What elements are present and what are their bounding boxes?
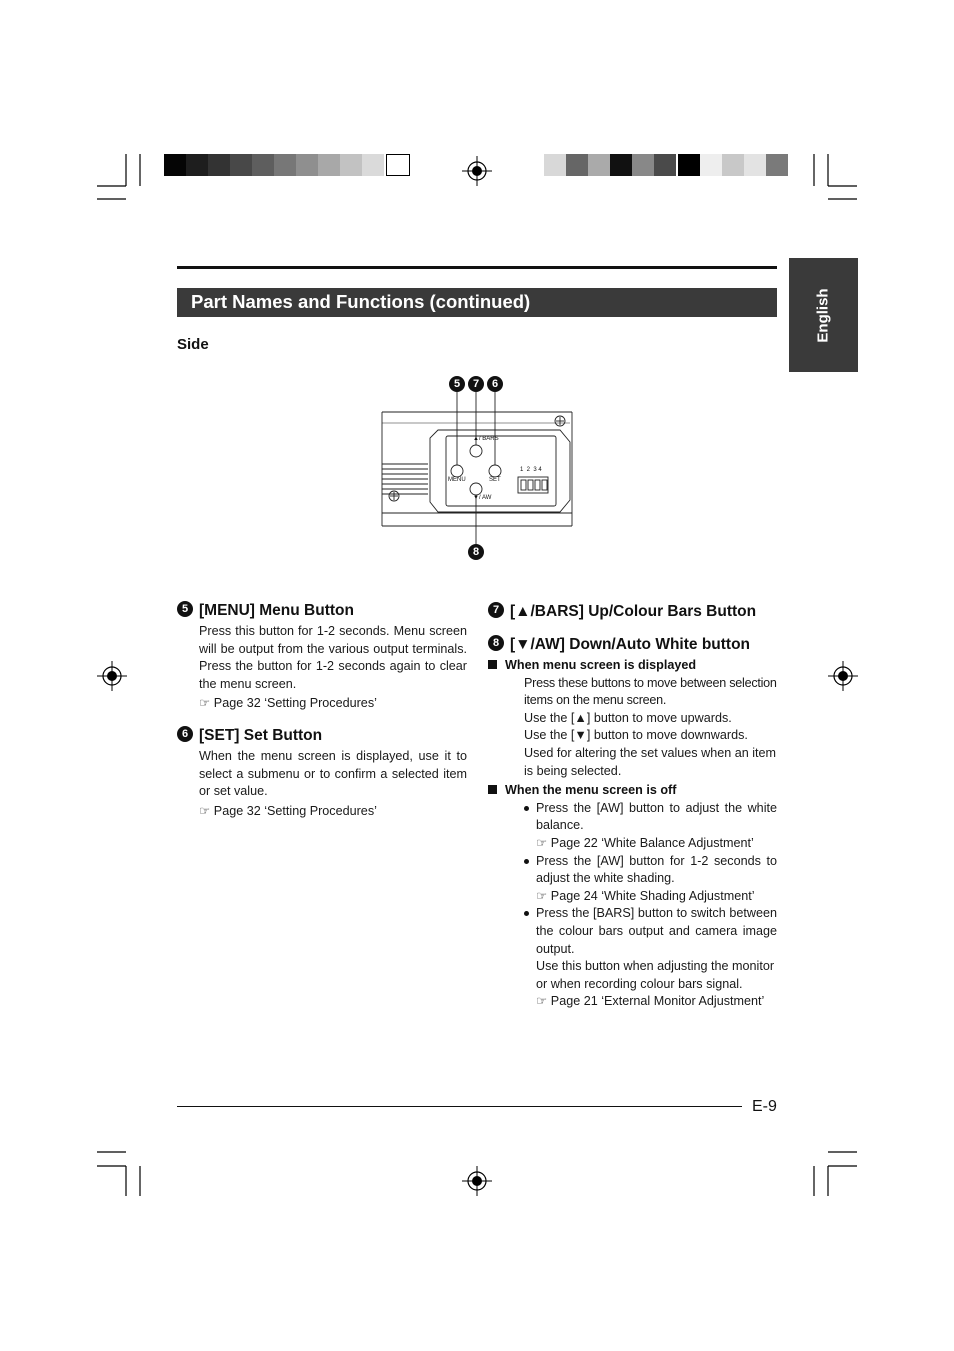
swatch: [296, 154, 318, 176]
swatch: [678, 154, 700, 176]
bullet-extra: Use this button when adjusting the monitor or when recording colour bars signal.: [536, 959, 775, 991]
square-bullet-icon: [488, 785, 497, 794]
item-5-heading: [MENU] Menu Button: [199, 602, 354, 619]
swatch: [610, 154, 632, 176]
bullet-text: Press the [AW] button to adjust the white balance.: [536, 800, 777, 833]
menu-on-title-row: [488, 657, 778, 675]
swatch: [340, 154, 362, 176]
callout-6: 6: [487, 376, 503, 392]
side-view-figure: [380, 372, 576, 562]
bullet-item: [524, 905, 777, 1011]
bullet-icon: [524, 859, 529, 864]
label-switch-numbers: 1 2 3 4: [520, 467, 542, 473]
bullet-ref: ☞ Page 24 ‘White Shading Adjustment’: [536, 888, 755, 903]
language-tab: [789, 258, 858, 372]
header-rule: [177, 266, 777, 269]
bullet-text: Press the [BARS] button to switch between the colour bars output and camera image output.: [536, 906, 777, 956]
item-6-number: 6: [177, 726, 193, 742]
menu-off-title: When the menu screen is off: [505, 783, 677, 798]
item-6-heading: [SET] Set Button: [199, 727, 323, 744]
swatch: [654, 154, 676, 176]
swatch: [208, 154, 230, 176]
bullet-item: [524, 853, 777, 906]
swatch: [186, 154, 208, 176]
footer-rule: [177, 1106, 742, 1107]
callout-7: 7: [468, 376, 484, 392]
menu-on-line: Use the [▼] button to move downwards.: [524, 728, 748, 743]
label-down-aw: ▼/ AW: [473, 495, 492, 501]
section-title: Part Names and Functions (continued): [191, 291, 531, 312]
registration-mark-icon: [97, 661, 127, 691]
swatch: [230, 154, 252, 176]
swatch: [318, 154, 340, 176]
label-menu: MENU: [448, 477, 466, 483]
bullet-icon: [524, 911, 529, 916]
swatch: [700, 154, 722, 176]
swatch: [722, 154, 744, 176]
item-6-text: When the menu screen is displayed, use it to select a submenu or to confirm a selected item or set value.: [199, 749, 467, 799]
item-7: [488, 602, 778, 622]
item-8: [488, 635, 778, 1011]
label-up-bars: ▲/ BARS: [473, 436, 499, 442]
menu-off-title-row: [488, 782, 778, 800]
item-5-ref: ☞ Page 32 ‘Setting Procedures’: [199, 696, 377, 711]
item-7-heading: [▲/BARS] Up/Colour Bars Button: [510, 603, 757, 620]
swatch: [164, 154, 186, 176]
swatch: [386, 154, 410, 176]
swatch: [274, 154, 296, 176]
item-5-number: 5: [177, 601, 193, 617]
square-bullet-icon: [488, 660, 497, 669]
bullet-text: Press the [AW] button for 1-2 seconds to adjust the white shading.: [536, 853, 777, 886]
item-6-ref: ☞ Page 32 ‘Setting Procedures’: [199, 803, 377, 818]
bullet-ref: ☞ Page 21 ‘External Monitor Adjustment’: [536, 994, 765, 1009]
callout-8: 8: [468, 544, 484, 560]
menu-on-line: Use the [▲] button to move upwards.: [524, 710, 732, 725]
registration-mark-icon: [462, 1166, 492, 1196]
registration-mark-icon: [462, 156, 492, 186]
label-set: SET: [489, 477, 501, 483]
language-tab-label: English: [814, 287, 832, 343]
swatch: [766, 154, 788, 176]
swatch: [566, 154, 588, 176]
item-8-number: 8: [488, 635, 504, 651]
item-7-number: 7: [488, 602, 504, 618]
menu-on-title: When menu screen is displayed: [505, 658, 697, 672]
item-6: [177, 726, 467, 820]
swatch: [362, 154, 384, 176]
item-8-heading: [▼/AW] Down/Auto White button: [510, 636, 751, 653]
swatch: [252, 154, 274, 176]
camera-side-drawing: [380, 372, 576, 562]
swatch: [744, 154, 766, 176]
bullet-icon: [524, 806, 529, 811]
swatch: [544, 154, 566, 176]
page-number: E-9: [752, 1098, 777, 1115]
bullet-item: [524, 800, 777, 853]
menu-on-line: Used for altering the set values when an item is being selected.: [524, 745, 777, 778]
subheading: Side: [177, 336, 209, 353]
swatch: [632, 154, 654, 176]
registration-mark-icon: [828, 661, 858, 691]
item-5-text: Press this button for 1-2 seconds. Menu screen will be output from the various output terminals. Press the button for 1-2 seconds again to clear the menu screen.: [199, 624, 467, 691]
swatch: [588, 154, 610, 176]
menu-on-line: Press these buttons to move between selection items on the menu screen.: [524, 675, 777, 708]
item-5: [177, 601, 467, 713]
callout-5: 5: [449, 376, 465, 392]
bullet-ref: ☞ Page 22 ‘White Balance Adjustment’: [536, 835, 754, 850]
